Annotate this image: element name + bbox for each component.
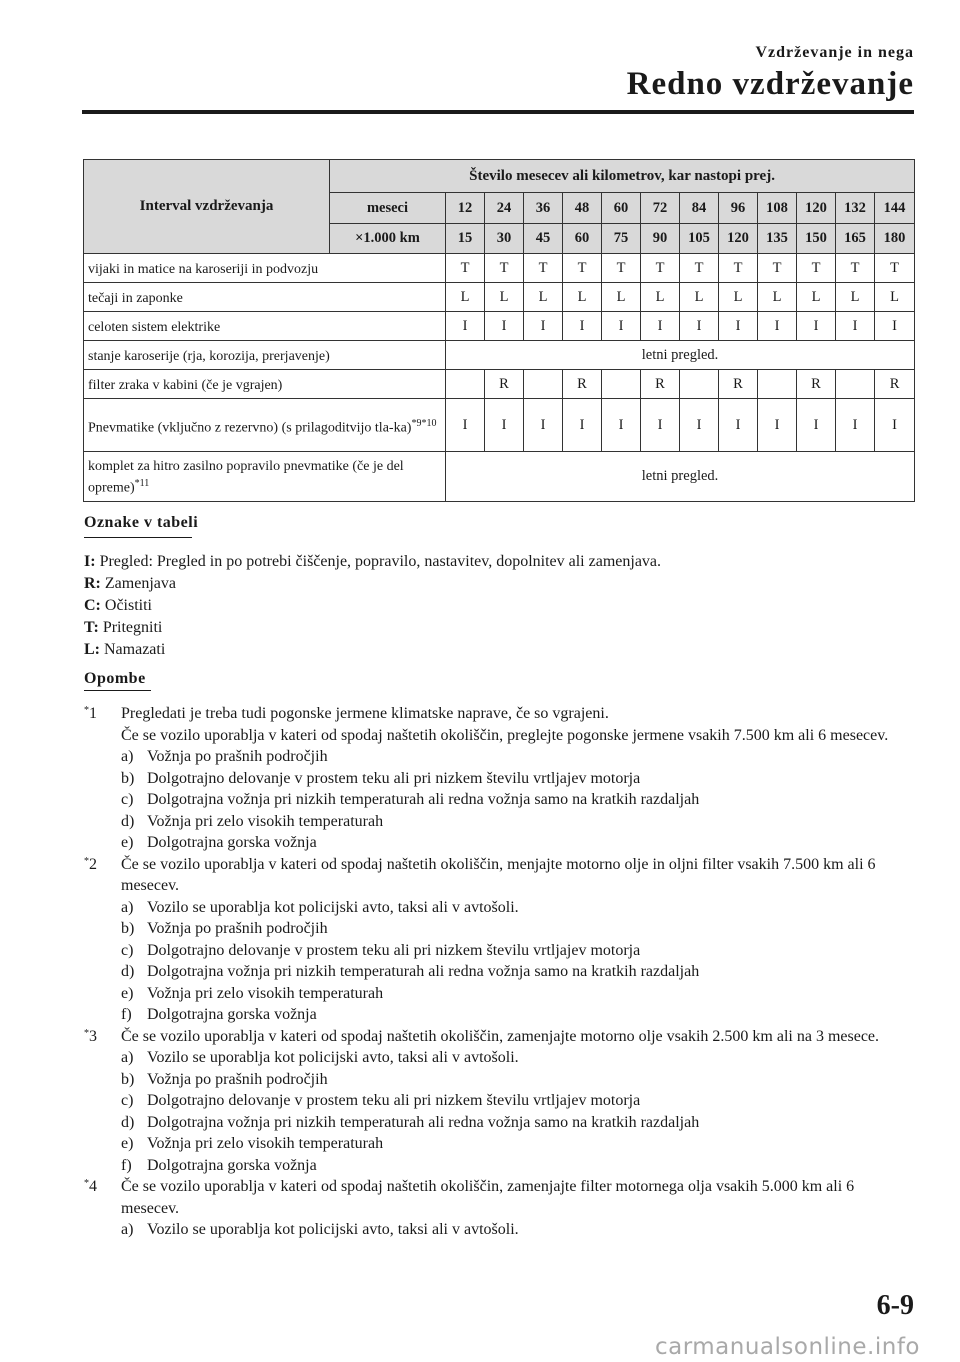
condition-letter: c) (121, 1092, 134, 1109)
condition-text: Dolgotrajna gorska vožnja (147, 1006, 317, 1023)
table-row (84, 341, 915, 370)
footnote-condition (121, 940, 914, 962)
legend-item (84, 573, 661, 595)
condition-text: Dolgotrajna gorska vožnja (147, 1156, 317, 1174)
footnote-number: 2 (89, 855, 97, 873)
legend-key: I: (84, 553, 96, 570)
month-value: 36 (524, 193, 563, 224)
schedule-cell: R (563, 370, 602, 399)
footnote-condition (121, 746, 914, 768)
footnote-number: 4 (89, 1178, 97, 1195)
legend-text: Zamenjava (104, 575, 176, 592)
row-label-text: tečaji in zaponke (88, 290, 183, 306)
interval-span-header: Število mesecev ali kilometrov, kar nastopi prej. (330, 160, 915, 193)
condition-text: Dolgotrajno delovanje v prostem teku ali pri nizkem številu vrtljajev motorja (147, 1092, 641, 1109)
legend-text: Namazati (104, 641, 166, 658)
row-label (84, 452, 446, 502)
condition-letter: d) (121, 1113, 135, 1131)
schedule-cell: L (680, 283, 719, 312)
table-row (84, 399, 915, 452)
corner-header: Interval vzdrževanja (84, 160, 330, 254)
row-label (84, 283, 446, 312)
row-label-text: Pnevmatike (vključno z rezervno) (s prilagoditvijo tla-ka) (88, 420, 412, 436)
km-value: 165 (836, 224, 875, 254)
table-row (84, 254, 915, 283)
condition-letter: a) (121, 1049, 134, 1066)
condition-text: Vožnja pri zelo visokih temperaturah (147, 984, 384, 1002)
condition-text: Dolgotrajno delovanje v prostem teku ali pri nizkem številu vrtljajev motorja (147, 941, 641, 959)
schedule-cell: I (641, 312, 680, 341)
footnote-marker (84, 703, 97, 725)
schedule-cell: L (797, 283, 836, 312)
month-value: 96 (719, 193, 758, 224)
condition-text: Vozilo se uporablja kot policijski avto, taksi ali v avtošoli. (147, 1049, 519, 1066)
footnote-text: Če se vozilo uporablja v kateri od spodaj naštetih okoliščin, zamenjajte filter motornega olja vsakih 5.000 km ali 6 mesecev. (121, 1178, 855, 1217)
condition-letter: c) (121, 941, 134, 959)
condition-text: Vožnja po prašnih področjih (147, 1070, 328, 1088)
schedule-cell: I (602, 312, 641, 341)
schedule-cell: I (758, 312, 797, 341)
condition-letter: a) (121, 898, 134, 916)
km-value: 150 (797, 224, 836, 254)
schedule-cell: R (641, 370, 680, 399)
condition-letter: f) (121, 1156, 132, 1174)
footnote-marker (84, 854, 97, 876)
condition-text: Dolgotrajna vožnja pri nizkih temperaturah ali redna vožnja samo na kratkih razdaljah (147, 963, 700, 980)
legend-item (84, 639, 661, 661)
schedule-cell: I (446, 312, 485, 341)
condition-text: Vožnja pri zelo visokih temperaturah (147, 1135, 384, 1152)
footnote-condition (121, 961, 914, 983)
footnote-condition (121, 1155, 914, 1177)
schedule-cell: T (875, 254, 915, 283)
schedule-cell: I (719, 312, 758, 341)
footnote-condition (121, 897, 914, 919)
footnote-text: Če se vozilo uporablja v kateri od spodaj naštetih okoliščin, menjajte motorno olje in oljni filter vsakih 7.500 km ali 6 mesecev. (121, 855, 876, 894)
condition-text: Dolgotrajna vožnja pri nizkih temperaturah ali redna vožnja samo na kratkih razdaljah (147, 1113, 700, 1131)
km-value: 30 (485, 224, 524, 254)
month-value: 12 (446, 193, 485, 224)
condition-text: Dolgotrajna vožnja pri nizkih temperaturah ali redna vožnja samo na kratkih razdaljah (147, 791, 700, 808)
legend-key: L: (84, 641, 100, 658)
row-label (84, 254, 446, 283)
footnote-number: 1 (89, 705, 97, 722)
schedule-cell: T (641, 254, 680, 283)
footnote-condition (121, 918, 914, 940)
schedule-cell (524, 370, 563, 399)
condition-text: Vožnja pri zelo visokih temperaturah (147, 812, 384, 830)
footnote-marker (84, 1026, 97, 1048)
month-value: 48 (563, 193, 602, 224)
schedule-cell: I (758, 399, 797, 452)
schedule-cell (836, 370, 875, 399)
schedule-cell: T (524, 254, 563, 283)
legend-title-underline (84, 537, 192, 538)
schedule-cell (602, 370, 641, 399)
schedule-cell: T (797, 254, 836, 283)
footnote-text: Pregledati je treba tudi pogonske jermene klimatske naprave, če so vgrajeni. (121, 705, 609, 722)
schedule-cell: R (875, 370, 915, 399)
schedule-cell: T (446, 254, 485, 283)
legend-text: Očistiti (104, 597, 152, 614)
legend-title: Oznake v tabeli (84, 514, 199, 531)
schedule-cell: L (602, 283, 641, 312)
month-value: 108 (758, 193, 797, 224)
legend-key: C: (84, 597, 101, 614)
footnote-star: * (84, 705, 89, 716)
schedule-cell: I (485, 312, 524, 341)
row-label-text: celoten sistem elektrike (88, 319, 221, 335)
footnote (84, 703, 914, 854)
month-value: 24 (485, 193, 524, 224)
schedule-cell: I (485, 399, 524, 452)
annual-inspection-cell: letni pregled. (446, 452, 915, 502)
notes (84, 703, 914, 1241)
legend-text: Pritegniti (102, 619, 163, 636)
schedule-cell: I (602, 399, 641, 452)
schedule-cell: I (797, 399, 836, 452)
schedule-cell (758, 370, 797, 399)
row-label (84, 399, 446, 452)
footnote-marker (84, 1176, 97, 1198)
footnote-condition (121, 1004, 914, 1026)
condition-text: Vožnja po prašnih področjih (147, 748, 328, 765)
footnote-condition (121, 1047, 914, 1069)
condition-letter: d) (121, 963, 135, 980)
km-value: 135 (758, 224, 797, 254)
km-value: 90 (641, 224, 680, 254)
month-value: 144 (875, 193, 915, 224)
schedule-cell: I (680, 399, 719, 452)
schedule-cell: L (836, 283, 875, 312)
footnote-ref: *11 (134, 478, 150, 490)
schedule-cell: L (446, 283, 485, 312)
schedule-cell: I (680, 312, 719, 341)
condition-letter: e) (121, 834, 134, 851)
table-row (84, 452, 915, 502)
schedule-cell: R (719, 370, 758, 399)
month-value: 132 (836, 193, 875, 224)
legend-item (84, 595, 661, 617)
footnote-condition (121, 1133, 914, 1155)
footnote-text: Če se vozilo uporablja v kateri od spodaj naštetih okoliščin, zamenjajte motorno olje vsakih 2.500 km ali na 3 mesece. (121, 1027, 880, 1045)
schedule-cell: T (563, 254, 602, 283)
table-row (84, 283, 915, 312)
footnote-text: Če se vozilo uporablja v kateri od spodaj naštetih okoliščin, preglejte pogonske jermene vsakih 7.500 km ali 6 mesecev. (121, 726, 889, 744)
condition-text: Dolgotrajno delovanje v prostem teku ali pri nizkem številu vrtljajev motorja (147, 769, 641, 787)
condition-letter: b) (121, 920, 135, 937)
condition-letter: d) (121, 812, 135, 830)
km-value: 75 (602, 224, 641, 254)
watermark: carmanualsonline.info (654, 1334, 920, 1360)
schedule-cell: T (602, 254, 641, 283)
schedule-cell: I (875, 312, 915, 341)
schedule-cell: I (641, 399, 680, 452)
schedule-cell: R (485, 370, 524, 399)
schedule-cell: L (563, 283, 602, 312)
row-label (84, 341, 446, 370)
legend-key: R: (84, 575, 101, 592)
schedule-cell: L (524, 283, 563, 312)
condition-text: Vozilo se uporablja kot policijski avto, taksi ali v avtošoli. (147, 898, 519, 916)
month-value: 72 (641, 193, 680, 224)
month-value: 84 (680, 193, 719, 224)
notes-title-underline (84, 690, 151, 691)
footnote-condition (121, 1219, 914, 1241)
month-value: 60 (602, 193, 641, 224)
row-label-text: vijaki in matice na karoseriji in podvozju (88, 261, 319, 277)
month-value: 120 (797, 193, 836, 224)
km-value: 180 (875, 224, 915, 254)
footnote-condition (121, 789, 914, 811)
schedule-cell: L (485, 283, 524, 312)
table-header-row (84, 160, 915, 193)
schedule-cell: I (524, 312, 563, 341)
condition-text: Vozilo se uporablja kot policijski avto, taksi ali v avtošoli. (147, 1221, 519, 1238)
months-label: meseci (330, 193, 446, 224)
schedule-cell: I (446, 399, 485, 452)
legend (84, 551, 661, 661)
page-number: 6-9 (876, 1290, 914, 1321)
schedule-cell: I (524, 399, 563, 452)
schedule-cell: I (719, 399, 758, 452)
footnote (84, 1176, 914, 1241)
footnote-condition (121, 832, 914, 854)
row-label-text: stanje karoserije (rja, korozija, prerjavenje) (88, 348, 330, 364)
notes-title: Opombe (84, 670, 146, 687)
schedule-cell: L (641, 283, 680, 312)
footnote-number: 3 (89, 1027, 97, 1045)
row-label (84, 370, 446, 399)
page-title: Redno vzdrževanje (626, 66, 914, 102)
row-label (84, 312, 446, 341)
condition-letter: a) (121, 748, 134, 765)
row-label-text: komplet za hitro zasilno popravilo pnevmatike (če je del opreme) (88, 459, 404, 496)
legend-text: Pregled: Pregled in po potrebi čiščenje, popravilo, nastavitev, dopolnitev ali zamenjava. (99, 553, 662, 570)
footnote-star: * (84, 855, 89, 867)
schedule-cell: I (797, 312, 836, 341)
condition-letter: b) (121, 769, 135, 787)
km-value: 120 (719, 224, 758, 254)
km-label: ×1.000 km (330, 224, 446, 254)
legend-item (84, 617, 661, 639)
footnote-condition (121, 983, 914, 1005)
footnote-star: * (84, 1178, 89, 1189)
annual-inspection-cell: letni pregled. (446, 341, 915, 370)
footnote (84, 1026, 914, 1177)
km-value: 45 (524, 224, 563, 254)
footnote-condition (121, 1090, 914, 1112)
schedule-cell: I (563, 312, 602, 341)
schedule-cell: L (875, 283, 915, 312)
condition-letter: b) (121, 1070, 135, 1088)
footnote-ref: *9*10 (411, 418, 437, 430)
condition-letter: a) (121, 1221, 134, 1238)
schedule-cell: I (563, 399, 602, 452)
footnote-condition (121, 1112, 914, 1134)
schedule-cell: T (719, 254, 758, 283)
condition-letter: e) (121, 1135, 134, 1152)
footnote (84, 854, 914, 1026)
schedule-cell: I (875, 399, 915, 452)
km-value: 105 (680, 224, 719, 254)
schedule-cell: T (485, 254, 524, 283)
schedule-cell: T (836, 254, 875, 283)
row-label-text: filter zraka v kabini (če je vgrajen) (88, 377, 283, 393)
footnote-condition (121, 811, 914, 833)
header-rule (82, 110, 914, 114)
schedule-cell: T (758, 254, 797, 283)
maintenance-schedule-table (83, 159, 915, 502)
footnote-star: * (84, 1027, 89, 1039)
schedule-cell: T (680, 254, 719, 283)
km-value: 60 (563, 224, 602, 254)
schedule-cell (680, 370, 719, 399)
condition-text: Dolgotrajna gorska vožnja (147, 834, 317, 851)
legend-key: T: (84, 619, 99, 636)
km-value: 15 (446, 224, 485, 254)
condition-letter: f) (121, 1006, 132, 1023)
footnote-condition (121, 768, 914, 790)
condition-letter: c) (121, 791, 134, 808)
section-subtitle: Vzdrževanje in nega (755, 44, 914, 61)
schedule-cell: I (836, 399, 875, 452)
schedule-cell: R (797, 370, 836, 399)
schedule-cell: L (758, 283, 797, 312)
condition-letter: e) (121, 984, 134, 1002)
condition-text: Vožnja po prašnih področjih (147, 920, 328, 937)
schedule-cell: I (836, 312, 875, 341)
schedule-cell (446, 370, 485, 399)
schedule-cell: L (719, 283, 758, 312)
table-row (84, 312, 915, 341)
legend-item (84, 551, 661, 573)
footnote-condition (121, 1069, 914, 1091)
table-row (84, 370, 915, 399)
